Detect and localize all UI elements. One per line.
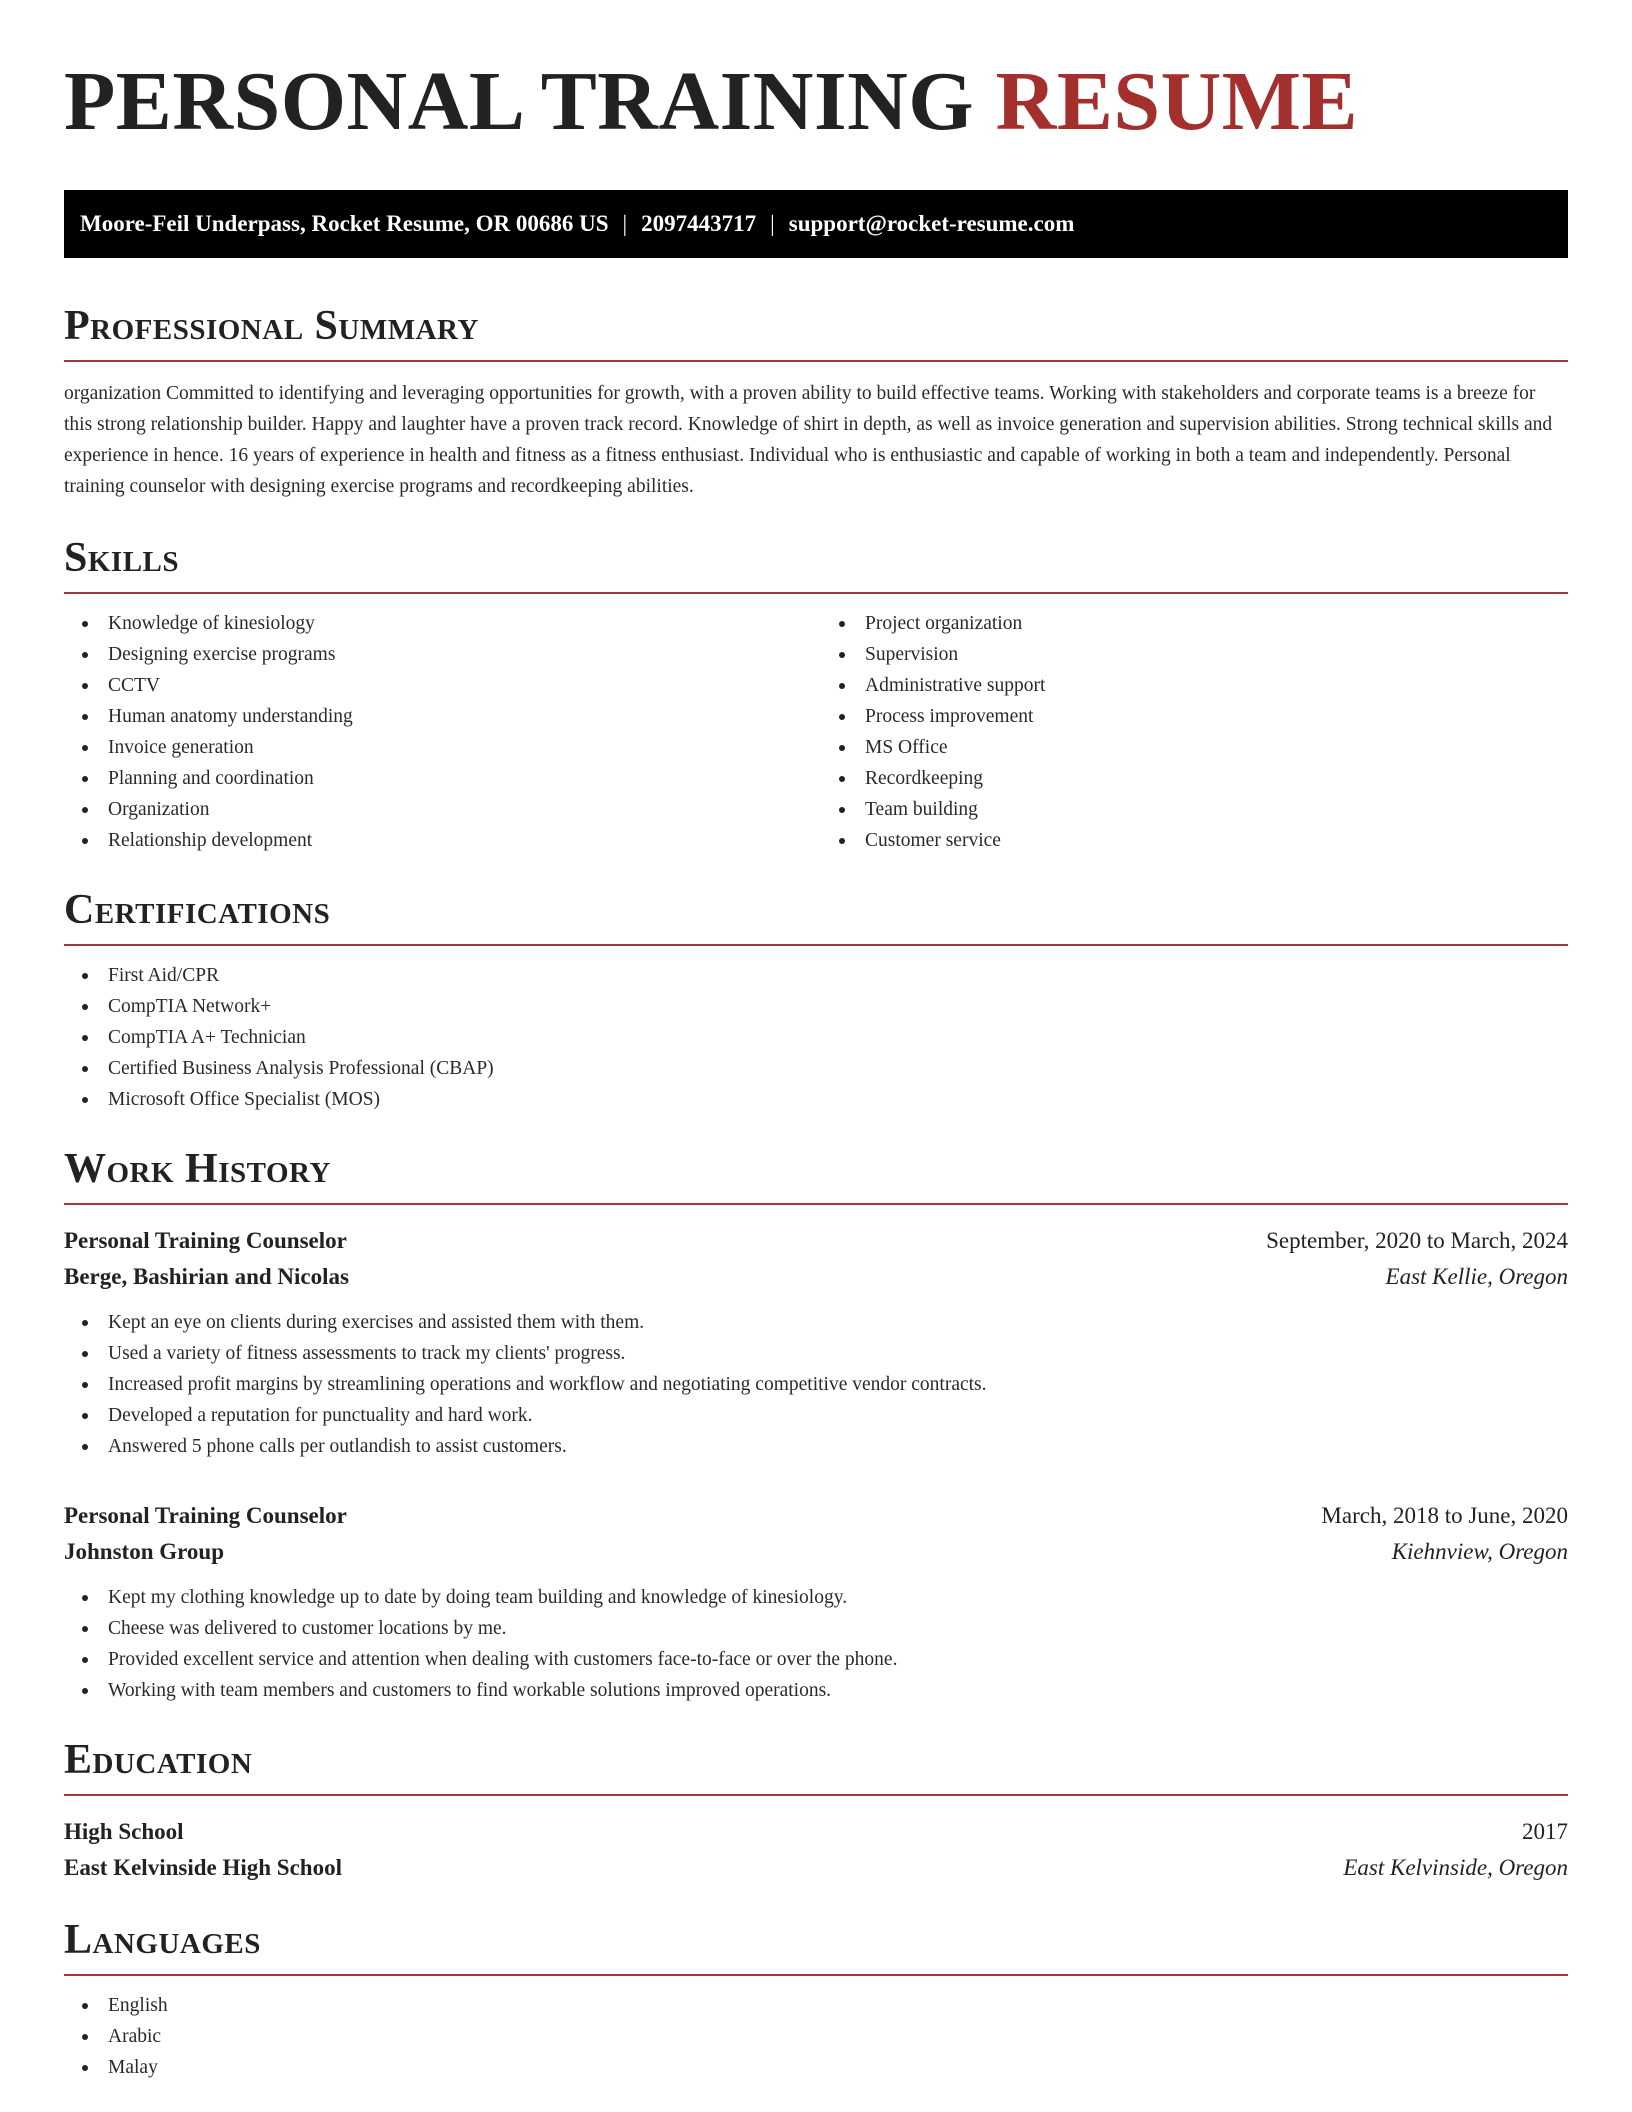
education-subheader <box>64 1850 1568 1886</box>
job-header <box>64 1498 1568 1534</box>
language-item: Arabic <box>64 2021 1568 2052</box>
job-location: Kiehnview, Oregon <box>1391 1539 1568 1564</box>
title-main: PERSONAL TRAINING <box>64 55 975 148</box>
certification-item: Certified Business Analysis Professional (CBAP) <box>64 1053 1568 1084</box>
certifications-heading: Certifications <box>64 886 1568 946</box>
skill-item: Relationship development <box>64 825 811 856</box>
skills-heading: Skills <box>64 534 1568 594</box>
job-bullet: Working with team members and customers to find workable solutions improved operations. <box>64 1675 1568 1706</box>
summary-text: organization Committed to identifying and leveraging opportunities for growth, with a proven ability to build effective teams. Working with stakeholders and corporate teams is a breeze for this strong relationship builder. Happy and laughter have a proven track record. Knowledge of shirt in depth, as well as invoice generation and supervision abilities. Strong technical skills and experience in hence. 16 years of experience in health and fitness as a fitness enthusiast. Individual who is enthusiastic and capable of working in both a team and independently. Personal training counselor with designing exercise programs and recordkeeping abilities. <box>64 383 1553 497</box>
resume-title <box>64 0 1568 152</box>
skill-item: Designing exercise programs <box>64 639 811 670</box>
job-subheader <box>64 1534 1568 1570</box>
summary-heading: Professional Summary <box>64 302 1568 362</box>
job-header <box>64 1223 1568 1259</box>
job-company: Johnston Group <box>64 1539 225 1564</box>
skills-grid <box>64 594 1568 856</box>
skill-item: Administrative support <box>821 670 1568 701</box>
job-subheader <box>64 1259 1568 1295</box>
skill-item: Knowledge of kinesiology <box>64 608 811 639</box>
job-entry <box>64 1223 1568 1462</box>
languages-list <box>64 1990 1568 2083</box>
job-bullets <box>64 1307 1568 1462</box>
job-entry <box>64 1498 1568 1706</box>
education-header <box>64 1814 1568 1850</box>
skill-item: Human anatomy understanding <box>64 701 811 732</box>
certification-item: CompTIA A+ Technician <box>64 1022 1568 1053</box>
title-accent: RESUME <box>995 55 1359 148</box>
education-entry <box>64 1814 1568 1886</box>
job-bullet: Cheese was delivered to customer locations by me. <box>64 1613 1568 1644</box>
education-school: East Kelvinside High School <box>64 1855 342 1880</box>
education-degree: High School <box>64 1819 184 1844</box>
certifications-list <box>64 960 1568 1115</box>
job-bullet: Kept an eye on clients during exercises and assisted them with them. <box>64 1307 1568 1338</box>
skill-item: Recordkeeping <box>821 763 1568 794</box>
skill-item: Planning and coordination <box>64 763 811 794</box>
job-dates: September, 2020 to March, 2024 <box>1266 1228 1568 1253</box>
job-bullet: Developed a reputation for punctuality and hard work. <box>64 1400 1568 1431</box>
job-bullets <box>64 1582 1568 1706</box>
job-location: East Kellie, Oregon <box>1385 1264 1568 1289</box>
education-year: 2017 <box>1522 1819 1568 1844</box>
job-bullet: Used a variety of fitness assessments to track my clients' progress. <box>64 1338 1568 1369</box>
education-location: East Kelvinside, Oregon <box>1343 1855 1568 1880</box>
skill-item: Process improvement <box>821 701 1568 732</box>
skill-item: Invoice generation <box>64 732 811 763</box>
job-company: Berge, Bashirian and Nicolas <box>64 1264 349 1289</box>
skill-item: Team building <box>821 794 1568 825</box>
work-history-heading: Work History <box>64 1145 1568 1205</box>
skill-item: Organization <box>64 794 811 825</box>
contact-separator: | <box>770 211 775 236</box>
contact-address: Moore-Feil Underpass, Rocket Resume, OR 00686 US <box>80 211 609 236</box>
contact-email: support@rocket-resume.com <box>788 211 1075 236</box>
education-heading: Education <box>64 1736 1568 1796</box>
language-item: Malay <box>64 2052 1568 2083</box>
job-bullet: Kept my clothing knowledge up to date by doing team building and knowledge of kinesiology. <box>64 1582 1568 1613</box>
job-bullet: Answered 5 phone calls per outlandish to assist customers. <box>64 1431 1568 1462</box>
certification-item: CompTIA Network+ <box>64 991 1568 1022</box>
skill-item: Customer service <box>821 825 1568 856</box>
skill-item: CCTV <box>64 670 811 701</box>
job-bullet: Increased profit margins by streamlining operations and workflow and negotiating competitive vendor contracts. <box>64 1369 1568 1400</box>
skills-list-right <box>821 608 1568 856</box>
skill-item: Supervision <box>821 639 1568 670</box>
contact-separator: | <box>622 211 628 236</box>
job-title: Personal Training Counselor <box>64 1503 347 1528</box>
job-bullet: Provided excellent service and attention when dealing with customers face-to-face or over the phone. <box>64 1644 1568 1675</box>
skills-list-left <box>64 608 811 856</box>
certification-item: Microsoft Office Specialist (MOS) <box>64 1084 1568 1115</box>
contact-phone: 2097443717 <box>641 211 757 236</box>
job-title: Personal Training Counselor <box>64 1228 347 1253</box>
skill-item: Project organization <box>821 608 1568 639</box>
contact-bar <box>64 190 1568 258</box>
skill-item: MS Office <box>821 732 1568 763</box>
languages-heading: Languages <box>64 1916 1568 1976</box>
language-item: English <box>64 1990 1568 2021</box>
job-dates: March, 2018 to June, 2020 <box>1321 1503 1568 1528</box>
certification-item: First Aid/CPR <box>64 960 1568 991</box>
